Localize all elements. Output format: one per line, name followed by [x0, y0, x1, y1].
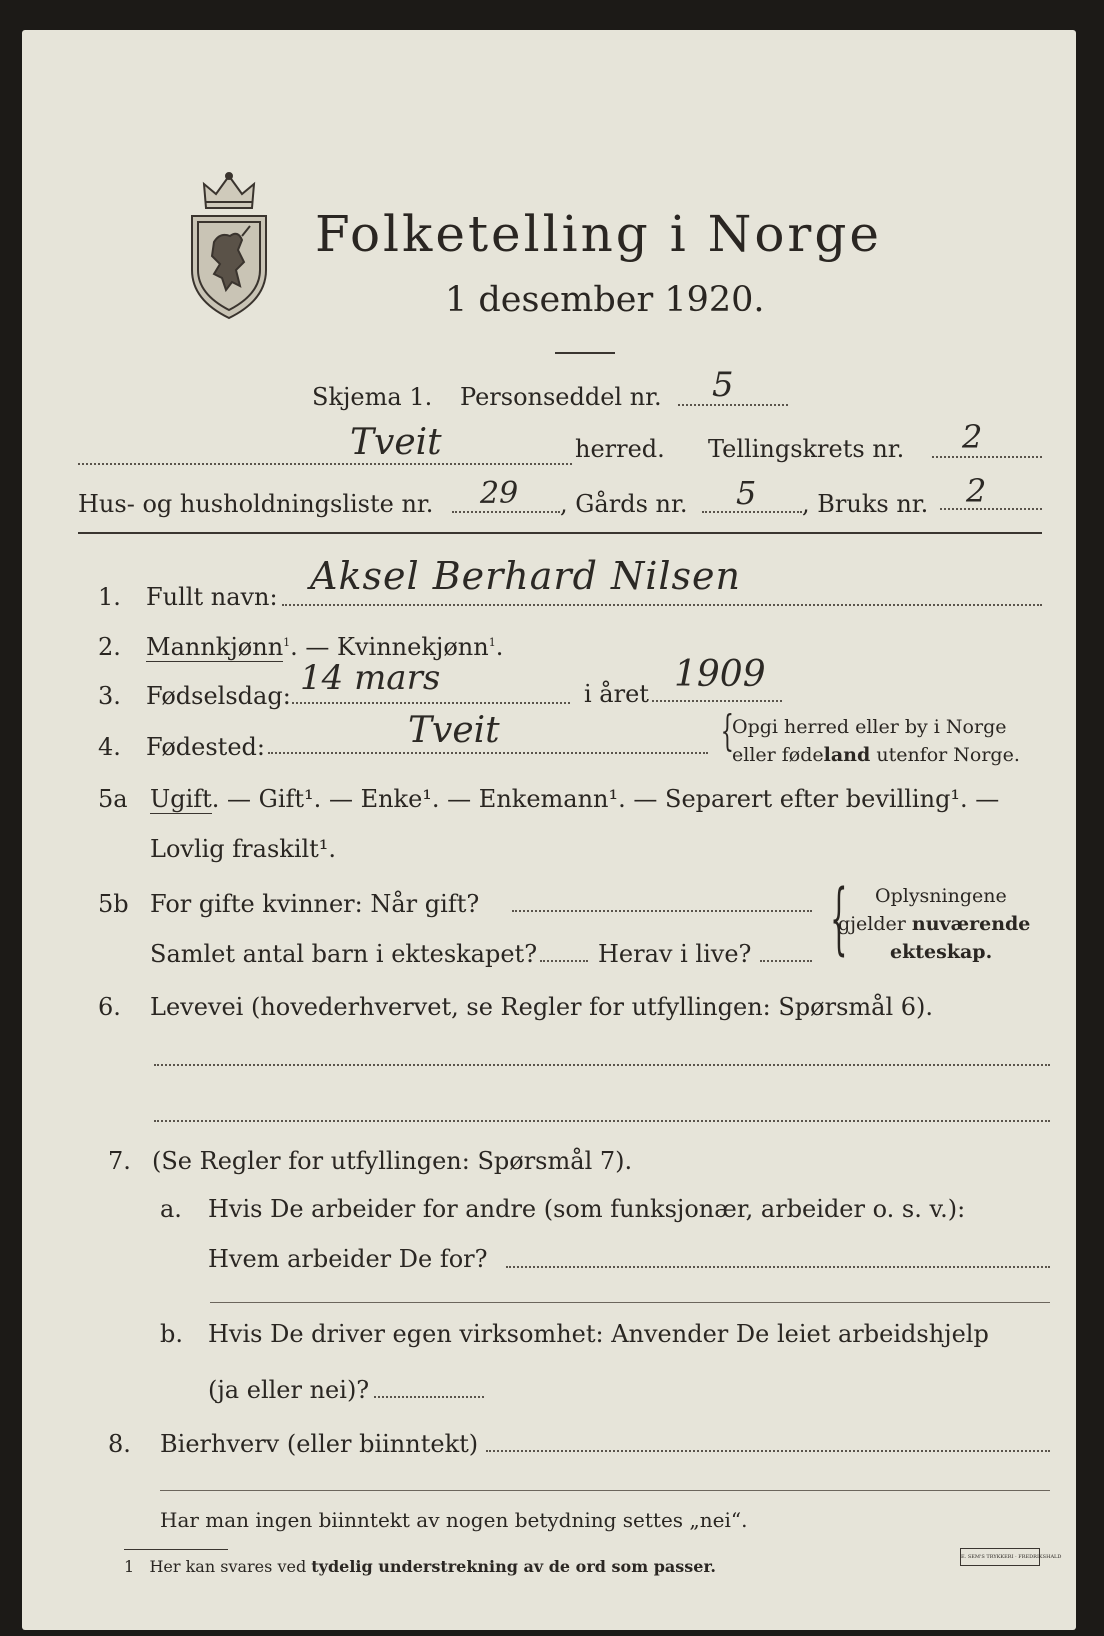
q1-number: 1. — [98, 583, 121, 611]
census-date: 1 desember 1920. — [445, 280, 765, 320]
norwegian-coat-of-arms-icon — [186, 170, 272, 320]
q7-number: 7. — [108, 1147, 131, 1175]
birth-year-field[interactable] — [652, 700, 782, 702]
hus-field[interactable] — [452, 511, 560, 513]
birthplace-value: Tveit — [408, 710, 500, 751]
birthplace-field[interactable] — [268, 752, 708, 754]
side-income-note: Har man ingen biinntekt av nogen betydning settes „nei“. — [160, 1508, 748, 1532]
q5a-rest: . — Gift¹. — Enke¹. — Enkemann¹. — Separert efter bevilling¹. — — [211, 785, 1000, 813]
footnote-number: 1 — [124, 1557, 135, 1576]
q4-number: 4. — [98, 733, 121, 761]
herred-field[interactable] — [78, 463, 572, 465]
q5b-line1: For gifte kvinner: Når gift? — [150, 890, 480, 918]
bruks-value: 2 — [966, 472, 987, 510]
header-rule — [78, 532, 1042, 534]
personseddel-label: Personseddel nr. — [460, 383, 662, 411]
q7a-letter: a. — [160, 1195, 182, 1223]
q7b-line1: Hvis De driver egen virksomhet: Anvender De leiet arbeidshjelp — [208, 1320, 989, 1348]
hired-help-field[interactable] — [374, 1396, 484, 1398]
gards-label: , Gårds nr. — [560, 490, 688, 518]
printer-stamp: E. SEM'S TRYKKERI · FREDRIKSHALD — [960, 1548, 1040, 1566]
employer-field-1[interactable] — [506, 1266, 1050, 1268]
female-option[interactable]: Kvinnekjønn — [337, 633, 489, 661]
title-divider — [555, 352, 615, 354]
q5a-options — [150, 785, 999, 813]
footnote-rule — [124, 1549, 228, 1550]
q5b-note3: ekteskap. — [890, 941, 993, 963]
married-when-field[interactable] — [512, 910, 812, 912]
q5b-number: 5b — [98, 890, 129, 918]
q5a-number: 5a — [98, 785, 128, 813]
q5b-children-label: Samlet antal barn i ekteskapet? — [150, 940, 538, 968]
census-form-page — [22, 30, 1076, 1630]
full-name-value: Aksel Berhard Nilsen — [310, 554, 741, 598]
q4-note-a: eller føde — [732, 744, 824, 766]
footnote-text-b: tydelig understrekning av de ord som passer. — [311, 1557, 716, 1576]
q4-note-line1: Opgi herred eller by i Norge — [732, 716, 1007, 738]
q3-year-label: i året — [584, 680, 649, 708]
q5b-note2-a: gjelder — [838, 913, 912, 935]
tellingskrets-label: Tellingskrets nr. — [708, 435, 905, 463]
male-footnote-mark: 1 — [283, 636, 291, 649]
hus-value: 29 — [480, 476, 519, 511]
q7b-letter: b. — [160, 1320, 183, 1348]
full-name-field[interactable] — [282, 604, 1042, 606]
q4-note-c: utenfor Norge. — [870, 744, 1020, 766]
side-income-field-1[interactable] — [486, 1450, 1050, 1452]
q4-note-b: land — [823, 744, 871, 766]
occupation-field-1[interactable] — [154, 1064, 1050, 1066]
herred-label: herred. — [575, 435, 665, 463]
q5b-brace: { — [830, 874, 848, 964]
birthday-field[interactable] — [292, 702, 570, 704]
occupation-field-2[interactable] — [154, 1120, 1050, 1122]
tellingskrets-field[interactable] — [932, 456, 1042, 458]
q7a-line2: Hvem arbeider De for? — [208, 1245, 488, 1273]
q4-label: Fødested: — [146, 733, 265, 761]
children-alive-field[interactable] — [760, 960, 812, 962]
footnote-text-a: Her kan svares ved — [149, 1557, 312, 1576]
female-footnote-mark: 1 — [488, 636, 496, 649]
employer-field-2[interactable] — [210, 1302, 1050, 1303]
q7-label: (Se Regler for utfyllingen: Spørsmål 7). — [152, 1147, 633, 1175]
q6-number: 6. — [98, 993, 121, 1021]
bruks-field[interactable] — [940, 508, 1042, 510]
bruks-label: , Bruks nr. — [802, 490, 929, 518]
skjema-label: Skjema 1. — [312, 383, 433, 411]
q6-label: Levevei (hovederhvervet, se Regler for utfyllingen: Spørsmål 6). — [150, 993, 934, 1021]
q7b-line2: (ja eller nei)? — [208, 1376, 370, 1404]
q8-number: 8. — [108, 1430, 131, 1458]
q2-number: 2. — [98, 633, 121, 661]
q5b-alive-label: Herav i live? — [598, 940, 752, 968]
gender-separator: . — — [290, 633, 338, 661]
q1-label: Fullt navn: — [146, 583, 278, 611]
herred-value: Tveit — [350, 422, 442, 463]
q5b-note2 — [838, 913, 1030, 935]
birthday-value: 14 mars — [300, 658, 441, 698]
q7a-line1: Hvis De arbeider for andre (som funksjonær, arbeider o. s. v.): — [208, 1195, 966, 1223]
gender-end: . — [495, 633, 504, 661]
q4-brace: { — [720, 706, 735, 755]
q3-label: Fødselsdag: — [146, 682, 291, 710]
q5a-line2: Lovlig fraskilt¹. — [150, 835, 337, 863]
footnote — [124, 1557, 716, 1576]
children-total-field[interactable] — [540, 960, 588, 962]
form-title: Folketelling i Norge — [315, 205, 882, 263]
q2-gender-options — [146, 633, 503, 661]
side-income-field-2[interactable] — [160, 1490, 1050, 1491]
hus-label: Hus- og husholdningsliste nr. — [78, 490, 434, 518]
birth-year-value: 1909 — [674, 654, 766, 695]
q5b-note2-b: nuværende — [911, 913, 1031, 935]
ugift-option[interactable]: Ugift — [150, 785, 212, 813]
q5b-note1: Oplysningene — [875, 885, 1007, 907]
q4-note-line2 — [732, 744, 1020, 766]
personseddel-value: 5 — [712, 365, 734, 405]
gards-value: 5 — [736, 474, 757, 512]
q3-number: 3. — [98, 682, 121, 710]
male-option[interactable]: Mannkjønn — [146, 633, 284, 661]
q8-label: Bierhverv (eller biinntekt) — [160, 1430, 479, 1458]
tellingskrets-value: 2 — [962, 418, 983, 456]
